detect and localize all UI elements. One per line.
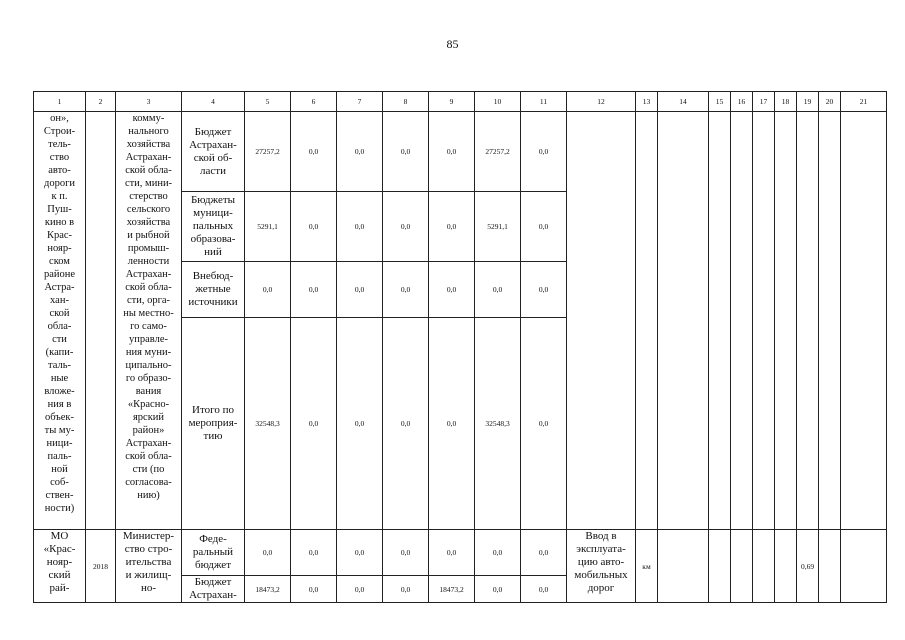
col-header: 1: [34, 92, 86, 112]
empty-cell: [709, 112, 731, 530]
value-cell: 18473,2: [245, 576, 291, 603]
col-header: 6: [291, 92, 337, 112]
col-header: 5: [245, 92, 291, 112]
value-cell: 0,0: [475, 262, 521, 318]
value-cell: 0,0: [429, 318, 475, 530]
value-cell: 0,0: [521, 192, 567, 262]
municipality-cell: МО «Крас- нояр- ский рай-: [34, 530, 86, 603]
col-header: 17: [753, 92, 775, 112]
value-cell: 0,0: [291, 530, 337, 576]
value-cell: 18473,2: [429, 576, 475, 603]
indicator-cell: Ввод в эксплуата- цию авто- мобильных дорог: [567, 530, 636, 603]
col-header: 10: [475, 92, 521, 112]
value-cell: 27257,2: [245, 112, 291, 192]
value-cell: 0,0: [383, 530, 429, 576]
funding-source-cell: Итого по мероприя- тию: [182, 318, 245, 530]
executor-cell: комму- нального хозяйства Астрахан- ской обла- сти, мини- стерство сельского хозяйства и рыбной промыш- ленности Астрахан- ской обла- сти, орга- ны местно- го само- управле- ния муни- ципально- го образо- вания «Красно- ярский район» Астрахан- ской обла- сти (по согласова- нию): [116, 112, 182, 530]
value-cell: 0,0: [291, 112, 337, 192]
col-header: 12: [567, 92, 636, 112]
value-cell: 32548,3: [475, 318, 521, 530]
empty-cell: [753, 530, 775, 603]
value-cell: 0,0: [291, 318, 337, 530]
col-header: 18: [775, 92, 797, 112]
value-cell: 0,0: [337, 530, 383, 576]
year-cell: 2018: [86, 530, 116, 603]
value-cell: 0,0: [337, 192, 383, 262]
col-header: 16: [731, 92, 753, 112]
value-cell: 0,0: [521, 112, 567, 192]
table-row: [34, 530, 887, 576]
value-cell: 27257,2: [475, 112, 521, 192]
col-header: 15: [709, 92, 731, 112]
col-header: 19: [797, 92, 819, 112]
value-cell: 0,0: [521, 318, 567, 530]
executor-cell: Министер- ство стро- ительства и жилищ- но-: [116, 530, 182, 603]
value-cell: 0,0: [291, 576, 337, 603]
empty-cell: [841, 112, 887, 530]
value-cell: 0,0: [383, 576, 429, 603]
value-cell: 0,0: [337, 576, 383, 603]
value-cell: 0,0: [383, 112, 429, 192]
measure-name-cell: он», Строи- тель- ство авто- дороги к п. Пуш- кино в Крас- нояр- ском районе Астра- хан- ской обла- сти (капи- таль- ные вложе- ния в объек- ты му- ници- паль- ной соб- ствен- ности): [34, 112, 86, 530]
col-header: 20: [819, 92, 841, 112]
col-header: 14: [658, 92, 709, 112]
empty-cell: [753, 112, 775, 530]
funding-source-cell: Феде- ральный бюджет: [182, 530, 245, 576]
funding-source-cell: Бюджет Астрахан- ской об- ласти: [182, 112, 245, 192]
empty-cell: [819, 530, 841, 603]
empty-cell: [658, 530, 709, 603]
value-cell: 0,0: [521, 262, 567, 318]
value-cell: 0,0: [337, 262, 383, 318]
col-header: 2: [86, 92, 116, 112]
value-cell: 0,0: [383, 192, 429, 262]
indicator-cell: [567, 112, 636, 530]
value-cell: 32548,3: [245, 318, 291, 530]
value-cell: 0,0: [475, 576, 521, 603]
value-cell: 0,0: [475, 530, 521, 576]
col-header: 11: [521, 92, 567, 112]
target-value-cell: 0,69: [797, 530, 819, 603]
page-number: 85: [446, 37, 459, 51]
empty-cell: [841, 530, 887, 603]
unit-cell: км: [636, 530, 658, 603]
funding-source-cell: Бюджеты муници- пальных образова- ний: [182, 192, 245, 262]
empty-cell: [797, 112, 819, 530]
value-cell: 0,0: [383, 318, 429, 530]
value-cell: 0,0: [291, 192, 337, 262]
column-number-row: [34, 92, 887, 112]
empty-cell: [819, 112, 841, 530]
funding-source-cell: Бюджет Астрахан-: [182, 576, 245, 603]
col-header: 3: [116, 92, 182, 112]
funding-source-cell: Внебюд- жетные источники: [182, 262, 245, 318]
value-cell: 0,0: [245, 530, 291, 576]
program-table: [33, 91, 887, 603]
empty-cell: [658, 112, 709, 530]
value-cell: 0,0: [291, 262, 337, 318]
col-header: 13: [636, 92, 658, 112]
value-cell: 5291,1: [475, 192, 521, 262]
col-header: 7: [337, 92, 383, 112]
empty-cell: [731, 112, 753, 530]
value-cell: 0,0: [337, 318, 383, 530]
value-cell: 0,0: [245, 262, 291, 318]
empty-cell: [775, 112, 797, 530]
value-cell: 0,0: [429, 112, 475, 192]
value-cell: 0,0: [521, 530, 567, 576]
col-header: 4: [182, 92, 245, 112]
value-cell: 0,0: [383, 262, 429, 318]
year-cell: [86, 112, 116, 530]
value-cell: 5291,1: [245, 192, 291, 262]
empty-cell: [636, 112, 658, 530]
value-cell: 0,0: [521, 576, 567, 603]
value-cell: 0,0: [337, 112, 383, 192]
col-header: 9: [429, 92, 475, 112]
col-header: 21: [841, 92, 887, 112]
table-row: [34, 112, 887, 192]
empty-cell: [709, 530, 731, 603]
empty-cell: [731, 530, 753, 603]
value-cell: 0,0: [429, 192, 475, 262]
value-cell: 0,0: [429, 262, 475, 318]
value-cell: 0,0: [429, 530, 475, 576]
empty-cell: [775, 530, 797, 603]
col-header: 8: [383, 92, 429, 112]
